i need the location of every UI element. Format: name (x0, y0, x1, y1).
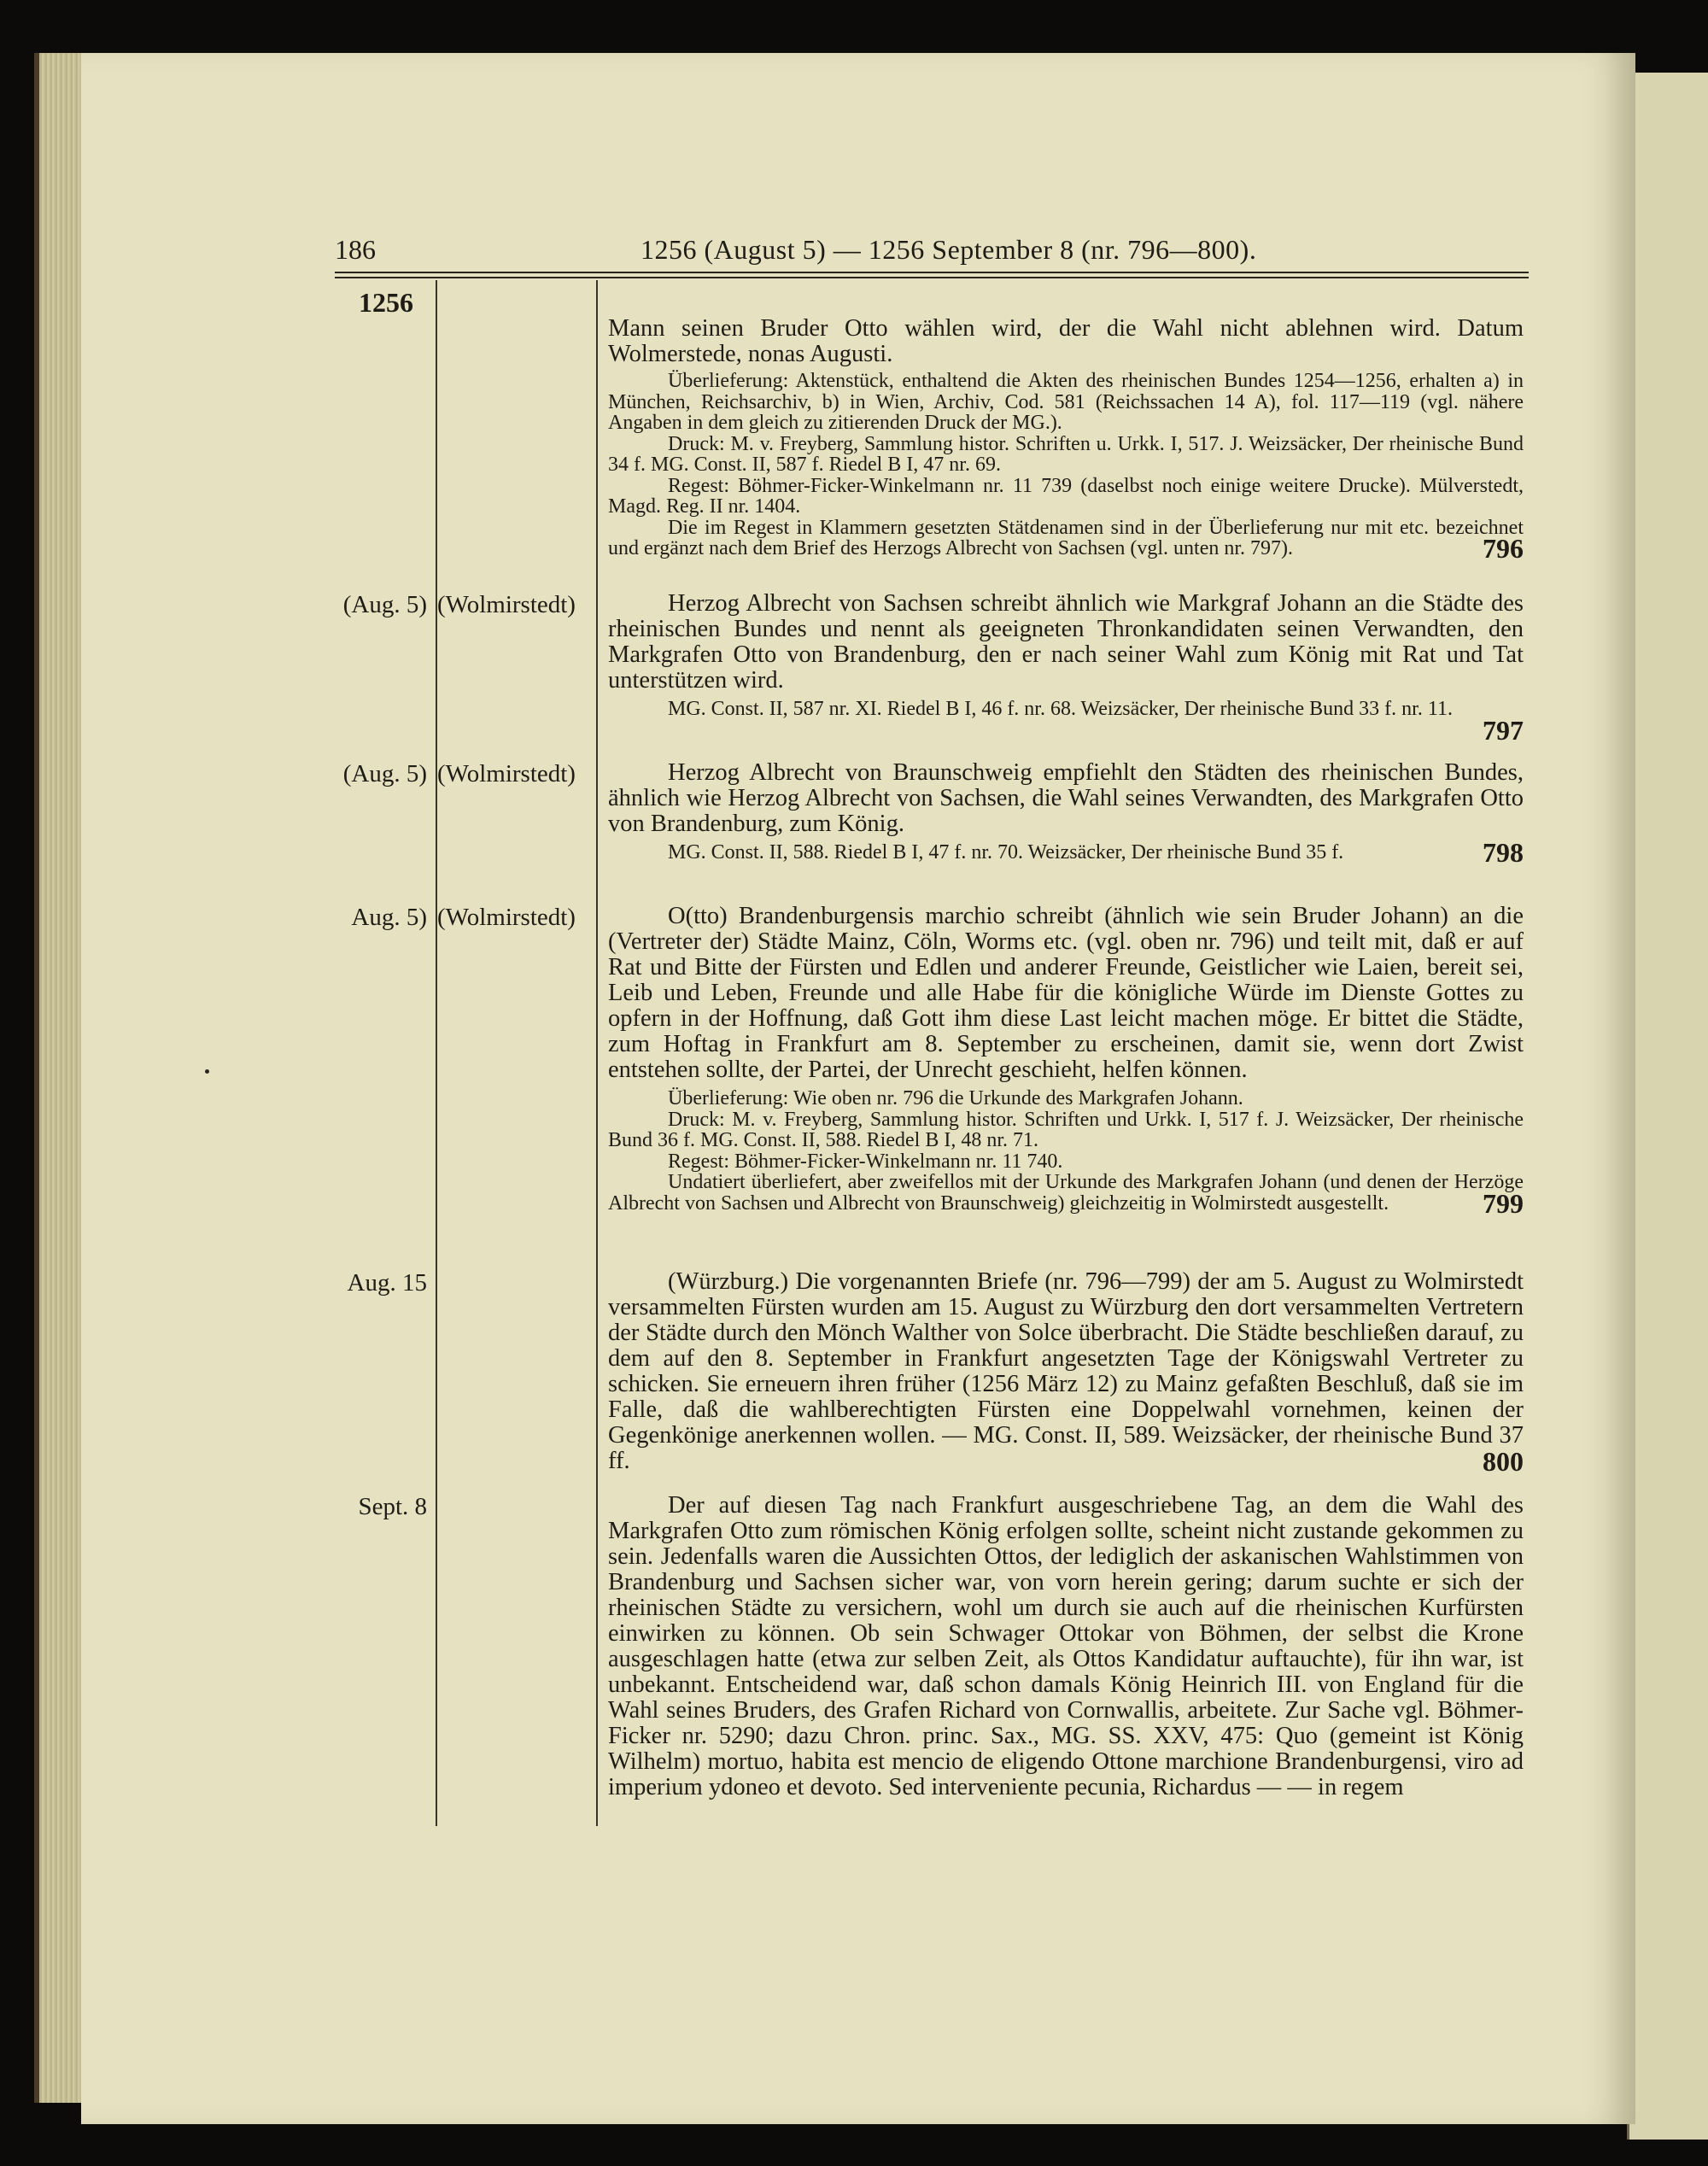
entry-date: Aug. 15 (347, 1269, 427, 1297)
entry-note: MG. Const. II, 587 nr. XI. Riedel B I, 46 f. nr. 68. Weizsäcker, Der rheinische Bund 33 f. nr. 11. (668, 698, 1453, 720)
column-divider-date (436, 280, 437, 1826)
header-rule-bottom (335, 277, 1529, 278)
entry-text: Herzog Albrecht von Sachsen schreibt ähnlich wie Markgraf Johann an die Städte des rheinischen Bundes und nennt als geeigneten Thronkandidaten seinen Verwandten, den Markgrafen Otto von Brandenburg, den er nach seiner Wahl zum König mit Rat und Tat unterstützen wird. (608, 590, 1524, 694)
entry-date: Aug. 5) (351, 904, 427, 931)
speck (205, 1069, 209, 1074)
header-rule-top (335, 272, 1529, 273)
entry-date: (Aug. 5) (342, 591, 427, 618)
entry-note: Die im Regest in Klammern gesetzten Stätdenamen sind in der Überlieferung nur mit etc. bezeichnet und ergänzt nach dem Brief des Herzogs Albrecht von Sachsen (vgl. unten nr. 797). (608, 516, 1524, 559)
year-heading: 1256 (359, 287, 413, 318)
entry-note: Überlieferung: Wie oben nr. 796 die Urkunde des Markgrafen Johann. (668, 1087, 1243, 1109)
regest-entry-798 (608, 759, 1524, 868)
entry-note: Regest: Böhmer-Ficker-Winkelmann nr. 11 739 (daselbst noch einige weitere Drucke). Mülverstedt, Magd. Reg. II nr. 1404. (608, 474, 1524, 518)
entry-number: 799 (1483, 1187, 1524, 1219)
facing-page-edge (1627, 73, 1708, 2140)
regest-entry-sept-8 (608, 1493, 1524, 1800)
entry-date: (Aug. 5) (342, 760, 427, 787)
entry-text: Der auf diesen Tag nach Frankfurt ausgeschriebene Tag, an dem die Wahl des Markgrafen Otto zum römischen König erfolgen sollte, scheint nicht zustande gekommen zu sein. Jedenfalls waren die Aussichten Ottos, der lediglich der askanischen Wahlstimmen von Brandenburg und Sachsen sicher war, von vorn herein gering; darum suchte er sich der rheinischen Städte zu versichern, wohl um durch sie auch auf die rheinischen Kurfürsten einwirken zu können. Ob sein Schwager Ottokar von Böhmen, der selbst die Krone ausgeschlagen hatte (etwa zur selben Zeit, als Ottos Kandidatur auftauchte), für ihn war, ist unbekannt. Entscheidend war, daß schon damals König Heinrich III. von England für die Wahl seines Bruders, des Grafen Richard von Cornwallis, arbeitete. Zur Sache vgl. Böhmer-Ficker nr. 5290; dazu Chron. princ. Sax., MG. SS. XXV, 475: Quo (gemeint ist König Wilhelm) mortuo, habita est mencio de eligendo Ottone marchione Brandenburgensi, viro ad imperium ydoneo et devoto. Sed interveniente pecunia, Richardus — — in regem (608, 1492, 1524, 1800)
entry-place: (Wolmirstedt) (437, 591, 576, 618)
entry-note: Regest: Böhmer-Ficker-Winkelmann nr. 11 740. (668, 1150, 1063, 1173)
regest-entry-799 (608, 903, 1524, 1219)
entry-note: Druck: M. v. Freyberg, Sammlung histor. Schriften u. Urkk. I, 517. J. Weizsäcker, Der rheinische Bund 34 f. MG. Const. II, 587 f. Riedel B I, 47 nr. 69. (608, 432, 1524, 476)
entry-text: O(tto) Brandenburgensis marchio schreibt (ähnlich wie sein Bruder Johann) an die (Vertreter der) Städte Mainz, Cöln, Worms etc. (vgl. oben nr. 796) und teilt mit, daß er auf Rat und Bitte der Fürsten und Edlen und anderer Freunde, Geistlicher wie Laien, bereit sei, Leib und Leben, Freunde und alle Habe für die königliche Würde im Dienste Gottes zu opfern in der Hoffnung, daß Gott ihm diese Last leicht machen möge. Er bittet die Städte, zum Hoftag in Frankfurt am 8. September zu erscheinen, damit sie, wenn dort Zwist entstehen sollte, der Partei, der Unrecht geschieht, helfen können. (608, 903, 1524, 1083)
column-divider-place (596, 280, 598, 1826)
entry-date: Sept. 8 (358, 1493, 427, 1520)
regest-entry-796 (608, 315, 1524, 564)
entry-number: 798 (1483, 837, 1524, 868)
entry-number: 796 (1483, 533, 1524, 564)
entry-place: (Wolmirstedt) (437, 760, 576, 787)
entry-text: Mann seinen Bruder Otto wählen wird, der die Wahl nicht ablehnen wird. Datum Wolmerstede, nonas Augusti. (608, 315, 1524, 367)
running-title: 1256 (August 5) — 1256 September 8 (nr. 796—800). (640, 234, 1257, 265)
page-header (0, 234, 1708, 268)
page-number: 186 (335, 234, 376, 265)
regest-entry-797 (608, 590, 1524, 746)
entry-number: 797 (1483, 714, 1524, 746)
entry-place: (Wolmirstedt) (437, 904, 576, 931)
entry-text: Herzog Albrecht von Braunschweig empfiehlt den Städten des rheinischen Bundes, ähnlich wie Herzog Albrecht von Sachsen, die Wahl seines Verwandten, des Markgrafen Otto von Brandenburg, zum König. (608, 759, 1524, 837)
regest-entry-800 (608, 1268, 1524, 1477)
entry-note: Überlieferung: Aktenstück, enthaltend die Akten des rheinischen Bundes 1254—1256, erhalten a) in München, Reichsarchiv, b) in Wien, Archiv, Cod. 581 (Reichssachen 14 A), fol. 117—119 (vgl. nähere Angaben in dem gleich zu zitierenden Druck der MG.). (608, 370, 1524, 434)
entry-note: Undatiert überliefert, aber zweifellos mit der Urkunde des Markgrafen Johann (und denen der Herzöge Albrecht von Sachsen und Albrecht von Braunschweig) gleichzeitig in Wolmirstedt ausgestellt. (608, 1171, 1524, 1215)
entry-number: 800 (1483, 1446, 1524, 1477)
entry-note: Druck: M. v. Freyberg, Sammlung histor. Schriften und Urkk. I, 517 f. J. Weizsäcker, Der rheinische Bund 36 f. MG. Const. II, 588. Riedel B I, 48 nr. 71. (608, 1108, 1524, 1151)
entry-note: MG. Const. II, 588. Riedel B I, 47 f. nr. 70. Weizsäcker, Der rheinische Bund 35 f. (668, 841, 1344, 863)
entry-text: (Würzburg.) Die vorgenannten Briefe (nr. 796—799) der am 5. August zu Wolmirstedt versammelten Fürsten wurden am 15. August zu Würzburg den dort versammelten Vertretern der Städte durch den Mönch Walther von Solce überbracht. Die Städte beschließen darauf, zu dem auf den 8. September in Frankfurt angesetzten Tage der Königswahl Vertreter zu schicken. Sie erneuern ihren früher (1256 März 12) zu Mainz gefaßten Beschluß, daß sie im Falle, daß die wahlberechtigten Fürsten eine Doppelwahl vornehmen, keinen der Gegenkönige anerkennen wollen. — MG. Const. II, 589. Weizsäcker, der rheinische Bund 37 ff. (608, 1268, 1524, 1474)
